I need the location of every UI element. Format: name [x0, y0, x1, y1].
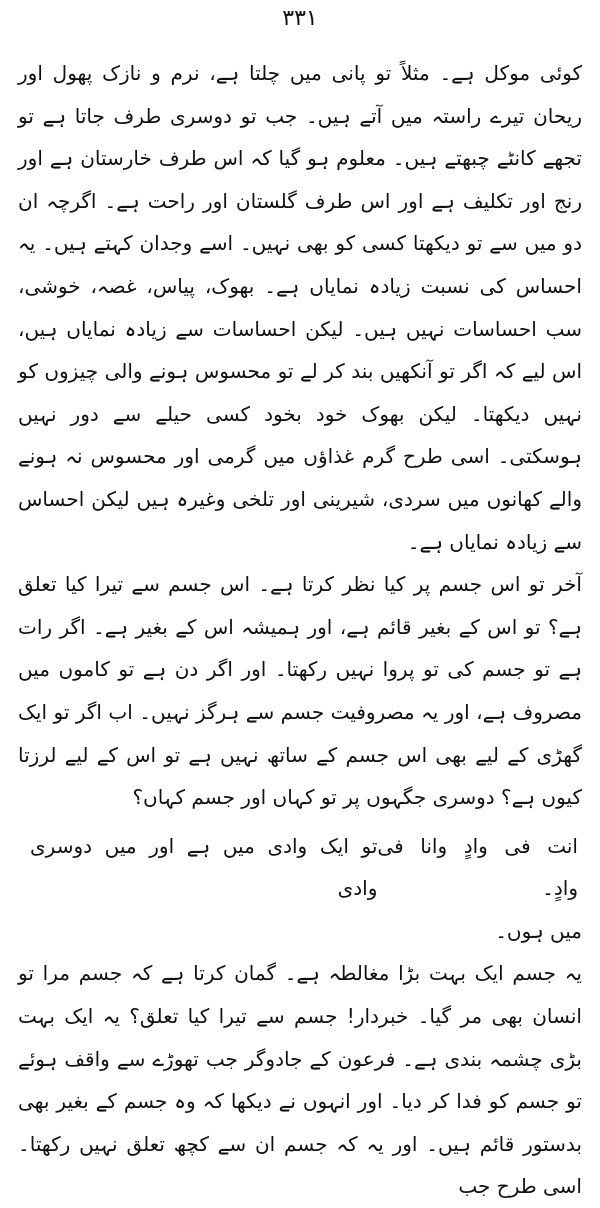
quote-translation-continued: میں ہوں۔	[495, 918, 582, 943]
page-body	[18, 52, 582, 1208]
paragraph-3: یہ جسم ایک بہت بڑا مغالطہ ہے۔ گمان کرتا ہے کہ جسم مرا تو انسان بھی مر گیا۔ خبردار! جسم سے تیرا کیا تعلق؟ یہ ایک بہت بڑی چشمہ بندی ہے۔ فرعون کے جادوگر جب تھوڑے سے واقف ہوئے تو جسم کو فدا کر دیا۔ اور انہوں نے دیکھا کہ وہ جسم کے بغیر بھی بدستور قائم ہیں۔ اور یہ کہ جسم ان سے کچھ تعلق نہیں رکھتا۔ اسی طرح جب	[18, 961, 582, 1199]
arabic-quote-row	[18, 825, 582, 910]
paragraph-2: آخر تو اس جسم پر کیا نظر کرتا ہے۔ اس جسم سے تیرا کیا تعلق ہے؟ تو اس کے بغیر قائم ہے، اور ہمیشہ اس کے بغیر ہے۔ اگر رات ہے تو جسم کی تو پروا نہیں رکھتا۔ اور اگر دن ہے تو کاموں میں مصروف ہے، اور یہ مصروفیت جسم سے ہرگز نہیں۔ اب اگر تو ایک گھڑی کے لیے بھی اس جسم کے ساتھ نہیں ہے تو اس کے لیے لرزتا کیوں ہے؟ دوسری جگہوں پر تو کہاں اور جسم کہاں؟	[18, 572, 582, 810]
arabic-quote: انت فی وادٍ وانا فی وادٍ۔	[377, 833, 578, 901]
paragraph-1: کوئی موکل ہے۔ مثلاً تو پانی میں چلتا ہے، نرم و نازک پھول اور ریحان تیرے راستہ میں آتے ہیں۔ جب تو دوسری طرف جاتا ہے تو تجھے کانٹے چبھتے ہیں۔ معلوم ہو گیا کہ اس طرف خارستان ہے اور رنج اور تکلیف ہے اور اس طرف گلستان اور راحت ہے۔ اگرچہ ان دو میں سے تو دیکھتا کسی کو بھی نہیں۔ اسے وجدان کہتے ہیں۔ یہ احساس کی نسبت زیادہ نمایاں ہے۔ بھوک، پیاس، غصہ، خوشی، سب احساسات نہیں ہیں۔ لیکن احساسات سے زیادہ نمایاں ہیں، اس لیے کہ اگر تو آنکھیں بند کر لے تو محسوس ہونے والی چیزوں کو نہیں دیکھتا۔ لیکن بھوک خود بخود کسی حیلے سے دور نہیں ہوسکتی۔ اسی طرح گرم غذاؤں میں گرمی اور محسوس نہ ہونے والے کھانوں میں سردی، شیرینی اور تلخی وغیرہ ہیں لیکن احساس سے زیادہ نمایاں ہے۔	[18, 61, 582, 554]
page-number: ۳۳۱	[282, 6, 318, 31]
quote-translation: تو ایک وادی میں ہے اور میں دوسری وادی	[30, 833, 378, 901]
